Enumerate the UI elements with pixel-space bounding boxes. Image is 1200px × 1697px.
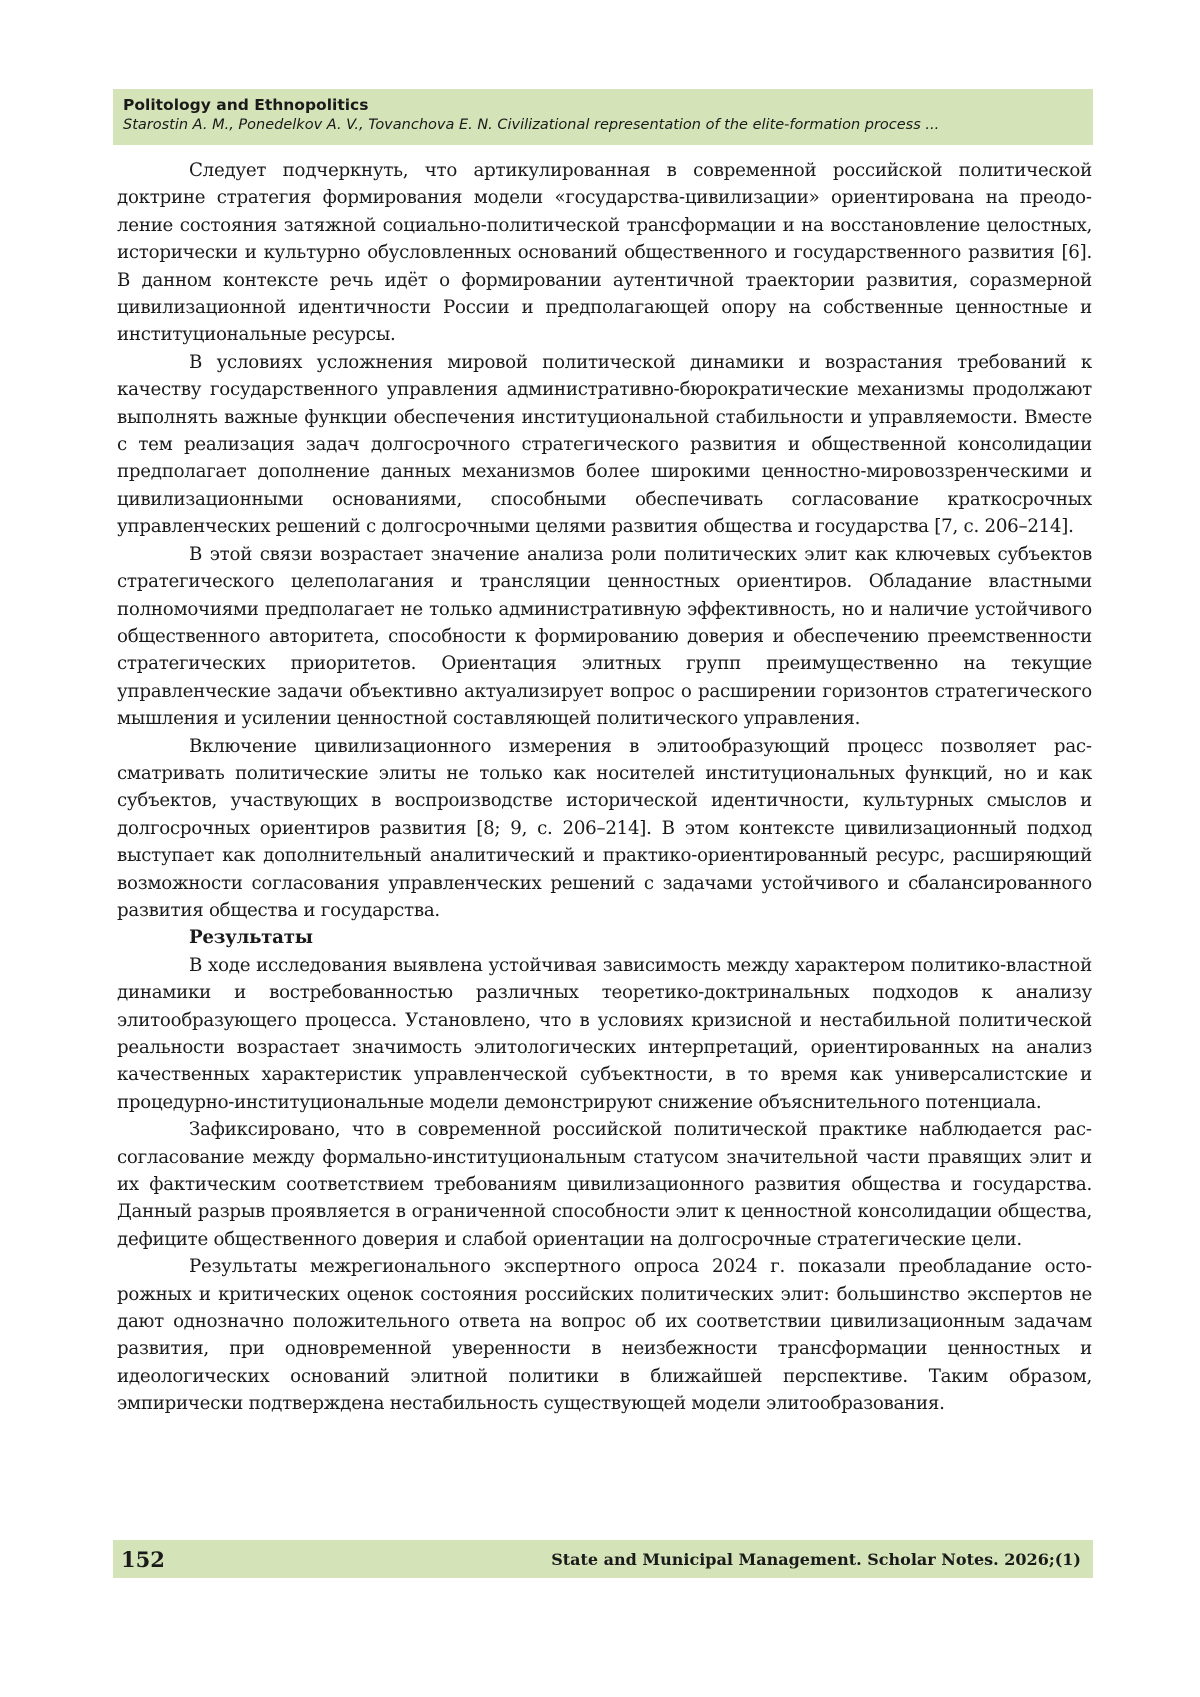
paragraph: В этой связи возрастает значение анализа роли политических элит как ключевых субъектов стратегического целеполагания и трансляции ценностных ориентиров. Обладание властными полномочиями предполагает не только административную эффективность, но и наличие устойчивого общественного авторитета, способности к формированию доверия и обеспечению преемственности стратегических приоритетов. Ориентация элитных групп преимущественно на текущие управленческие задачи объективно актуализирует вопрос о расширении горизонтов стратегического мышления и усилении ценностной составляющей политического управления.	[117, 543, 1092, 730]
paragraph: Зафиксировано, что в современной российской политической практике наблюдается рассогласование между формально-институциональным статусом значительной части правящих элит и их фактическим соответствием требованиям цивилизационного развития общества и государства. Данный разрыв проявляется в ограниченной способности элит к ценностной консолидации общества, дефиците общественного доверия и слабой ориентации на долгосрочные стратегические цели.	[117, 1119, 1092, 1250]
running-footer	[113, 1540, 1093, 1578]
paragraph: Результаты межрегионального экспертного опроса 2024 г. показали преобладание осторожных и критических оценок состояния российских политических элит: большинство экспертов не дают однозначно положительного ответа на вопрос об их соответствии цивилизационным задачам развития, при одновременной уверенности в неизбежности трансформации ценностных и идеологических оснований элитной политики в ближайшей перспективе. Таким образом, эмпирически подтверждена нестабильность существующей модели элитообразования.	[117, 1256, 1092, 1415]
paragraph: Включение цивилизационного измерения в элитообразующий процесс позволяет рассматривать политические элиты не только как носителей институциональных функций, но и как субъектов, участвующих в воспроизводстве исторической идентичности, культурных смыслов и долгосрочных ориентиров развития [8; 9, с. 206–214]. В этом контексте цивилизационный подход выступает как дополнительный аналитический и практико-ориентированный ресурс, расширяющий возможности согласования управленческих решений с задачами устойчивого и сбалансированного развития общества и государства.	[117, 735, 1092, 921]
running-header	[113, 89, 1093, 145]
page-number: 152	[121, 1546, 165, 1572]
paragraph: В ходе исследования выявлена устойчивая зависимость между характером политико-властной динамики и востребованностью различных теоретико-доктринальных подходов к анализу элитообразующего процесса. Установлено, что в условиях кризисной и нестабильной политической реальности возрастает значимость элитологических интерпретаций, ориентированных на анализ качественных характеристик управленческой субъектности, в то время как универсалистские и процедурно-институциональные модели демонстрируют снижение объяснительного потенциала.	[117, 954, 1092, 1113]
paragraph: Следует подчеркнуть, что артикулированная в современной российской политической доктрине стратегия формирования модели «государства-цивилизации» ориентирована на преодоление состояния затяжной социально-политической трансформации и на восстановление целостных, исторически и культурно обусловленных оснований общественного и государственного развития [6]. В данном контексте речь идёт о формировании аутентичной траектории развития, соразмерной цивилизационной идентичности России и предполагающей опору на собственные ценностные и институциональные ресурсы.	[117, 160, 1092, 346]
article-citation: Starostin A. M., Ponedelkov A. V., Tovanchova E. N. Civilizational representation of the elite-formation process ...	[123, 117, 940, 133]
journal-section-title: Politology and Ethnopolitics	[123, 96, 369, 114]
journal-name: State and Municipal Management. Scholar Notes. 2026;(1)	[551, 1549, 1081, 1569]
article-body	[117, 157, 1092, 1418]
paragraph: В условиях усложнения мировой политической динамики и возрастания требований к качеству государственного управления административно-бюрократические механизмы продолжают выполнять важные функции обеспечения институциональной стабильности и управляемости. Вместе с тем реализация задач долгосрочного стратегического развития и общественной консолидации предполагает дополнение данных механизмов более широкими ценностно-мировоззренческими и цивилизационными основаниями, способными обеспечивать согласование краткосрочных управленческих решений с долгосрочными целями развития общества и государства [7, с. 206–214].	[117, 351, 1092, 538]
results-heading: Результаты	[189, 927, 313, 949]
